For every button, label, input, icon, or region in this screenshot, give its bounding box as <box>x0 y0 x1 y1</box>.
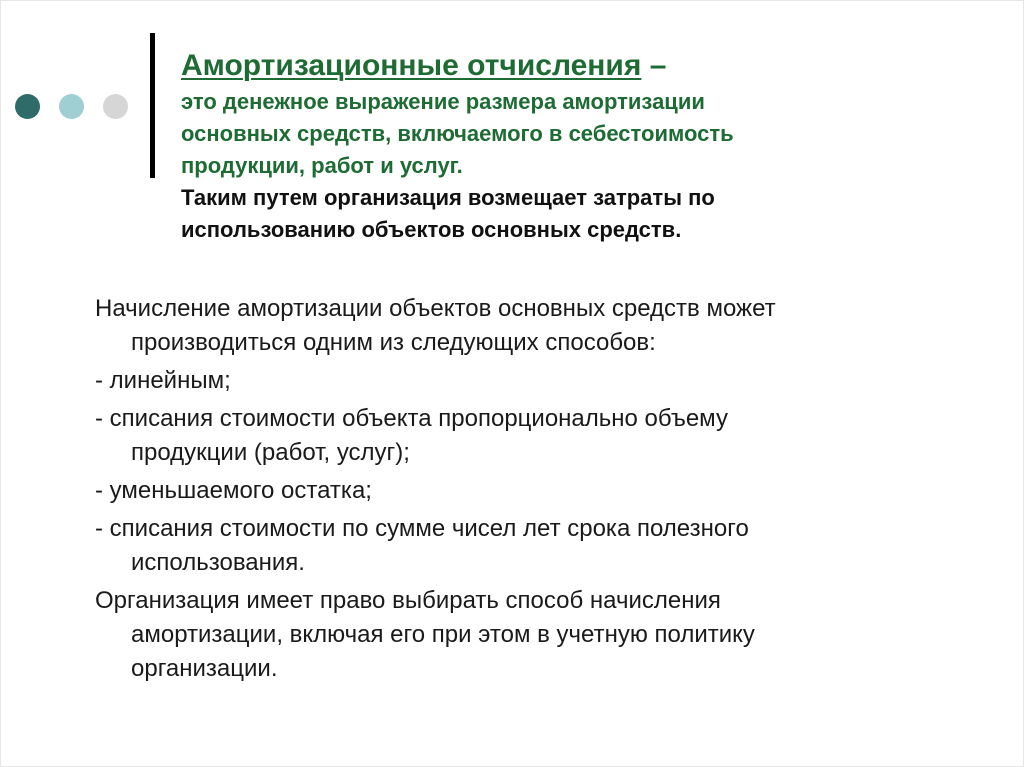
paragraph-line: - уменьшаемого остатка; <box>95 477 372 504</box>
note-line: использованию объектов основных средств. <box>181 217 682 242</box>
paragraph-line: амортизации, включая его при этом в учетную политику <box>131 621 755 648</box>
paragraph-line: производиться одним из следующих способов: <box>131 329 656 356</box>
note-line: Таким путем организация возмещает затраты по <box>181 185 715 210</box>
paragraph-line: Начисление амортизации объектов основных средств может <box>95 295 776 322</box>
header-block <box>181 46 961 246</box>
definition-line: продукции, работ и услуг. <box>181 153 463 178</box>
paragraph-line: - линейным; <box>95 367 231 394</box>
decorative-dot-light <box>103 94 128 119</box>
paragraph-line: Организация имеет право выбирать способ начисления <box>95 587 721 614</box>
decorative-dot-dark <box>15 94 40 119</box>
title-dash: – <box>649 49 667 82</box>
method-item <box>95 512 935 580</box>
body-text <box>95 292 935 690</box>
note-text <box>181 182 961 246</box>
definition-text <box>181 86 961 182</box>
definition-line: это денежное выражение размера амортизации <box>181 89 705 114</box>
intro-paragraph <box>95 292 935 360</box>
method-item <box>95 402 935 470</box>
accent-vertical-bar <box>150 33 155 178</box>
paragraph-line: - списания стоимости объекта пропорционально объему <box>95 405 728 432</box>
decorative-dot-mid <box>59 94 84 119</box>
slide-title: Амортизационные отчисления <box>181 49 642 82</box>
method-item <box>95 364 935 398</box>
definition-line: основных средств, включаемого в себестоимость <box>181 121 734 146</box>
paragraph-line: - списания стоимости по сумме чисел лет срока полезного <box>95 515 749 542</box>
closing-paragraph <box>95 584 935 686</box>
paragraph-line: организации. <box>131 655 278 682</box>
paragraph-line: продукции (работ, услуг); <box>131 439 410 466</box>
paragraph-line: использования. <box>131 549 305 576</box>
method-item <box>95 474 935 508</box>
title-line <box>181 46 961 86</box>
